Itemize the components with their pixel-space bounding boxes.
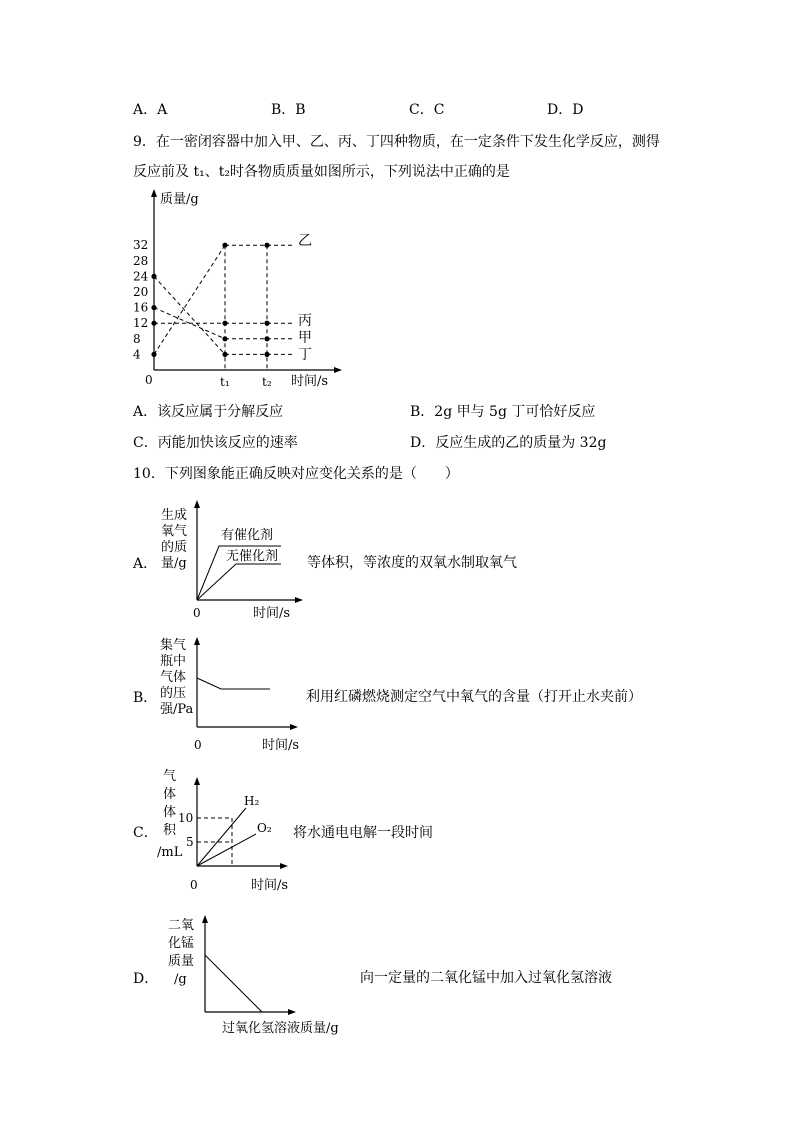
- q10-d-ylabel-4: /g: [174, 972, 187, 987]
- q9-y-tick: 4: [133, 347, 141, 362]
- q9-y-tick: 8: [133, 331, 141, 346]
- q9-y-tick: 12: [133, 316, 149, 331]
- q8-option-d: D．D: [547, 102, 584, 118]
- q9-y-tick: 20: [133, 285, 149, 299]
- q10-b-desc: 利用红磷燃烧测定空气中氧气的含量（打开止水夹前）: [306, 689, 642, 705]
- q9-y-tick: 16: [133, 300, 149, 315]
- q9-y-tick: 32: [133, 238, 149, 253]
- q10-c-tick-5: 5: [186, 835, 194, 849]
- q10-a-ylabel-3: 的质: [161, 540, 188, 555]
- q10-c-o2-label: O₂: [257, 821, 272, 835]
- q10-b-letter: B．: [133, 690, 158, 706]
- q10-c-ylabel-4: 积: [163, 823, 177, 838]
- q9-series-label: 丙: [298, 313, 312, 329]
- q10-b-ylabel-3: 气体: [160, 670, 187, 685]
- q10-c-ylabel-5: /mL: [157, 845, 183, 860]
- q10-b-ylabel-5: 强/Pa: [160, 702, 194, 717]
- q10-a-line1-label: 有催化剂: [221, 528, 274, 543]
- q9-stem-line2: 反应前及 t₁、t₂时各物质质量如图所示，下列说法中正确的是: [133, 164, 510, 180]
- q9-x-tick: t₁: [220, 375, 230, 389]
- q10-a-ylabel-1: 生成: [161, 508, 188, 523]
- q10-c-h2-label: H₂: [244, 794, 260, 808]
- q9-y-tick: 24: [133, 269, 149, 284]
- q10-c-ylabel-1: 气: [163, 769, 177, 784]
- q10-b-origin: 0: [194, 738, 202, 752]
- q10-a-desc: 等体积，等浓度的双氧水制取氧气: [307, 555, 517, 571]
- q10-a-xlabel: 时间/s: [253, 606, 291, 621]
- q9-stem-line1: 9．在一密闭容器中加入甲、乙、丙、丁四种物质，在一定条件下发生化学反应，测得: [133, 134, 660, 150]
- q9-option-b: B．2g 甲与 5g 丁可恰好反应: [410, 404, 596, 420]
- q9-series-label: 丁: [298, 347, 312, 363]
- q10-c-desc: 将水通电电解一段时间: [293, 825, 433, 841]
- q9-x-label: 时间/s: [291, 374, 329, 389]
- q9-y-tick: 28: [133, 253, 149, 268]
- q8-option-c: C．C: [409, 102, 445, 118]
- q10-b-ylabel-4: 的压: [160, 686, 187, 701]
- q10-a-origin: 0: [193, 606, 201, 620]
- mno2-line: [205, 955, 262, 1012]
- q8-option-b: B．B: [271, 102, 306, 118]
- q10-c-letter: C．: [133, 825, 158, 841]
- q10-d-xlabel: 过氧化氢溶液质量/g: [222, 1021, 339, 1036]
- q9-option-c: C．丙能加快该反应的速率: [133, 435, 298, 451]
- q10-c-ylabel-2: 体: [163, 787, 177, 802]
- q9-y-label: 质量/g: [160, 192, 199, 207]
- q9-x-tick: t₂: [262, 375, 272, 389]
- q10-d-ylabel-2: 化锰: [168, 936, 195, 951]
- q10-c-tick-10: 10: [178, 811, 194, 825]
- q9-option-a: A．该反应属于分解反应: [133, 404, 284, 420]
- q10-b-xlabel: 时间/s: [262, 738, 300, 753]
- q10-c-origin: 0: [190, 878, 198, 892]
- q10-c-ylabel-3: 体: [163, 805, 177, 820]
- q10-d-ylabel-1: 二氧: [168, 918, 195, 933]
- q10-d-desc: 向一定量的二氧化锰中加入过氧化氢溶液: [360, 970, 612, 986]
- q9-series-label: 乙: [298, 233, 312, 249]
- q10-stem: 10．下列图象能正确反映对应变化关系的是（ ）: [133, 466, 459, 482]
- q10-a-line2-label: 无催化剂: [226, 549, 279, 564]
- q10-b-ylabel-2: 瓶中: [160, 654, 187, 669]
- q10-a-letter: A．: [133, 556, 158, 572]
- q10-a-ylabel-2: 氧气: [161, 524, 188, 539]
- q10-d-ylabel-3: 质量: [168, 954, 195, 969]
- q10-b-ylabel-1: 集气: [160, 638, 187, 653]
- q10-d-letter: D．: [133, 971, 159, 987]
- q9-series-label: 甲: [298, 330, 312, 346]
- q9-origin: 0: [145, 373, 153, 387]
- q9-option-d: D．反应生成的乙的质量为 32g: [410, 435, 607, 451]
- q10-c-xlabel: 时间/s: [251, 878, 289, 893]
- q10-a-ylabel-4: 量/g: [161, 556, 187, 571]
- q8-option-a: A．A: [133, 102, 168, 118]
